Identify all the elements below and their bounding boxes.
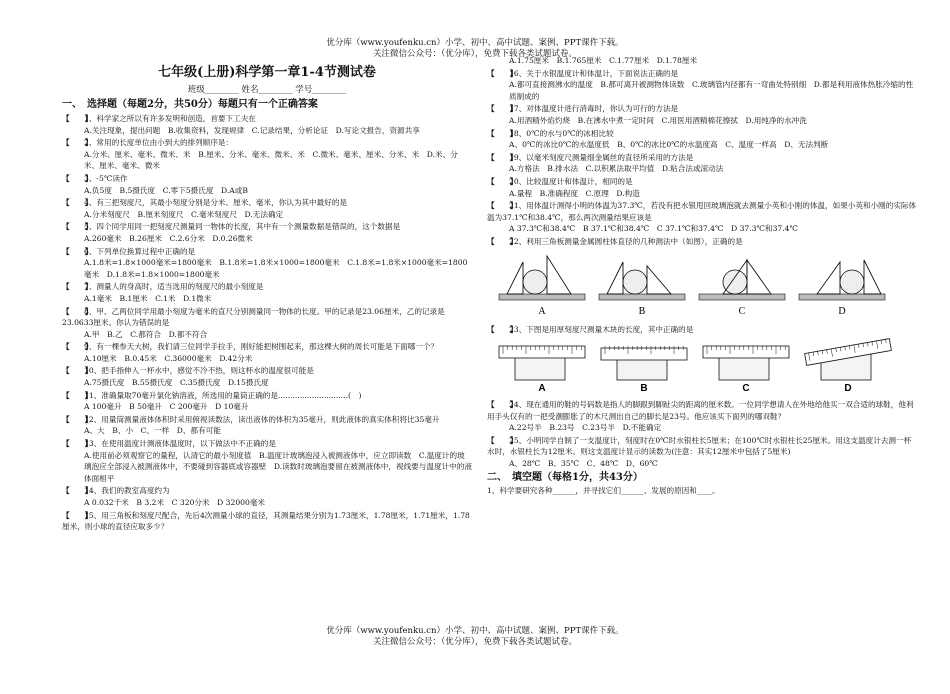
answer-bracket: 【 】	[62, 282, 93, 292]
question-text: 23、下图是用厚刻度尺测量木块的长度，其中正确的是	[509, 324, 694, 334]
question-item	[487, 68, 917, 103]
question-stem	[62, 485, 472, 497]
answer-bracket: 【 】	[62, 138, 93, 148]
question-options: A.使用前必须观察它的量程，认清它的最小刻度值 B.温度计玻璃泡浸入被测液体中，应立即读数 C.温度计的玻璃泡应全部浸入被测液体中，不要碰到容器底或容器壁 D.读数时玻璃泡要留在被测液体中，视线要与温度计中的液体面相平	[84, 450, 472, 483]
question-text: 11、准确量取70毫升氯化钠溶液，所选用的量筒正确的是.............................( )	[84, 390, 362, 400]
question-stem	[487, 103, 917, 115]
question-item	[487, 236, 917, 248]
answer-bracket: 【 】	[487, 400, 518, 410]
question-item	[62, 341, 472, 364]
question-stem	[487, 236, 917, 248]
ruler-label: D	[844, 383, 852, 395]
answer-bracket: 【 】	[487, 435, 518, 445]
section-choice-title: 一、 选择题（每题2分，共50分）每题只有一个正确答案	[62, 99, 318, 110]
header-line-1: 优分库（www.youfenku.cn）小学、初中、高中试题、案例、PPT课件下载。	[326, 38, 624, 48]
triangle-diagram-a	[497, 252, 587, 320]
answer-bracket: 【 】	[62, 306, 93, 316]
question-stem	[62, 173, 472, 185]
question-item	[62, 281, 472, 304]
question-options: A、0℃的冰比0℃的水温度低 B、0℃的冰比0℃的水温度高 C、温度一样高 D、无法判断	[509, 140, 829, 150]
question-text: 12、用量筒测量液体体积时采用俯视读数法，读出液体的体积为35毫升，则此液体的真实体积将比35毫升	[84, 414, 440, 424]
question-item	[62, 246, 472, 281]
footer-line-2: 关注微信公众号：（优分库），免费下载各类试题试卷。	[372, 637, 577, 647]
question-options: A 0.032千米 B 3.2米 C 320分米 D 32000毫米	[84, 498, 266, 507]
question-text: 2、常用的长度单位由小到大的排列顺序是：	[84, 138, 234, 148]
question-stem	[62, 137, 472, 149]
answer-bracket: 【 】	[62, 366, 93, 376]
right-question-list	[487, 55, 917, 496]
question-stem	[487, 435, 917, 458]
question-options: A.22号半 B.23号 C.23号半 D.不能确定	[509, 423, 662, 433]
answer-bracket: 【 】	[62, 198, 93, 208]
question-stem	[487, 176, 917, 188]
question-stem	[487, 200, 917, 223]
answer-bracket: 【 】	[62, 222, 93, 232]
question-item	[62, 414, 472, 437]
question-item	[62, 173, 472, 196]
answer-bracket: 【 】	[62, 439, 93, 449]
question-stem	[62, 246, 472, 258]
ruler-label: C	[742, 383, 750, 395]
question-options: A.260毫米 B.26厘米 C.2.6分米 D.0.26微米	[84, 233, 253, 243]
left-question-list	[62, 113, 472, 533]
question-stem	[62, 390, 472, 402]
question-stem	[62, 306, 472, 329]
answer-bracket: 【 】	[487, 68, 518, 78]
question-text: 17、对体温度计进行消毒时，你认为可行的方法是	[509, 104, 679, 114]
question-text: 6、下列单位换算过程中正确的是	[84, 246, 196, 256]
question-stem	[62, 365, 472, 377]
answer-bracket: 【 】	[62, 114, 93, 123]
question-text: 22、利用三角板测量金属圆柱体直径的几种测法中（如图），正确的是	[509, 236, 743, 246]
question-options: A、28℃ B、35℃ C、48℃ D、60℃	[509, 459, 658, 469]
page-footer	[0, 626, 950, 648]
answer-bracket: 【 】	[62, 246, 93, 256]
ruler-label: B	[640, 383, 648, 395]
answer-bracket: 【 】	[62, 342, 93, 352]
question-options: A.关注现象，提出问题 B.收集资料，发现规律 C.记录结果，分析论证 D.写论文报告，资源共享	[84, 125, 420, 135]
question-options: A.分米、厘米、毫米、微米、米 B.厘米、分米、毫米、微米、米 C.微米、毫米、厘米、分米、米 D.米、分米、厘米、毫米、微米	[84, 149, 458, 171]
triangle-diagram-b	[597, 252, 687, 320]
question-stem	[487, 324, 917, 336]
answer-bracket: 【 】	[62, 414, 93, 424]
question-item	[487, 103, 917, 126]
question-options: A.1毫米 B.1厘米 C.1米 D.1微米	[84, 293, 212, 303]
answer-bracket: 【 】	[62, 173, 93, 183]
header-line-2: 关注微信公众号：（优分库），免费下载各类试题试卷。	[372, 49, 577, 59]
ruler-label: A	[538, 383, 546, 395]
question-text: 13、在使用温度计测液体温度时，以下做法中不正确的是	[84, 439, 276, 449]
question-stem	[487, 152, 917, 164]
question-options: A.1.8米=1.8×1000毫米=1800毫米 B.1.8米=1.8米×1000=1800毫米 C.1.8米=1.8米×1000毫米=1800毫米 D.1.8米=1.8×1000=1800毫米	[84, 258, 468, 279]
ruler-diagram-b	[597, 338, 692, 394]
question-text: 21、用体温计测得小明的体温为37.3℃，若没有把水银甩回玻璃泡就去测量小英和小刚的体温，如果小英和小刚的实际体温为37.1℃和38.4℃，那么两次测量结果应该是	[487, 201, 917, 222]
question-options: A 37.3℃和38.4℃ B 37.1℃和38.4℃ C 37.1℃和37.4℃ D 37.3℃和37.4℃	[509, 224, 798, 234]
answer-bracket: 【 】	[62, 510, 93, 520]
question-item	[62, 306, 472, 341]
question-options: A 100毫升 B 50毫升 C 200毫升 D 10毫升	[84, 402, 249, 412]
answer-bracket: 【 】	[487, 201, 518, 211]
question-options: A.甲 B.乙 C.都符合 D.都不符合	[84, 329, 208, 339]
question-text: 3、-5℃读作	[84, 173, 128, 183]
question-text: 7、测量人的身高时，适当选用的刻度尺的最小刻度是	[84, 282, 264, 292]
triangle-diagrams	[487, 252, 917, 322]
question-options: A.方格法 B.排水法 C.以积累法取平均值 D.粘合法或滚动法	[509, 164, 724, 174]
question-options: A.量程 B.准确程度 C.原理 D.构造	[509, 188, 640, 198]
question-item	[487, 435, 917, 470]
question-options: A.都可直接测沸水的温度 B.都可离开被测物体读数 C.玻璃管内径都有一弯曲处特别细 D.都是利用液体热胀冷缩的性质制成的	[509, 80, 914, 101]
question-text: 1、科学家之所以有许多发明和创造，首要下工夫在	[84, 114, 256, 123]
question-item	[487, 176, 917, 199]
answer-bracket: 【 】	[487, 176, 518, 186]
question-options: A.10厘米 B.0.45米 C.36000毫米 D.42分米	[84, 353, 253, 363]
left-column	[62, 54, 472, 533]
answer-bracket: 【 】	[487, 152, 518, 162]
diagram-label: B	[638, 305, 646, 317]
question-text: 25、小明同学自制了一支温度计，刻度时在0℃时水银柱长5厘米；在100℃时水银柱长25厘米。用这支温度计去测一杯水时，水银柱长为12厘米。则这支温度计显示的读数为(注意：其实12厘米中包括了5厘米)	[487, 435, 912, 457]
question-text: 18、0℃的水与0℃的冰相比较	[509, 128, 614, 138]
question-stem	[487, 399, 917, 422]
question-options: A.1.75厘米 B.1.765厘米 C.1.77厘米 D.1.78厘米	[509, 56, 698, 65]
question-text: 8、甲、乙两位同学用最小刻度为毫米的直尺分别测量同一物体的长度。甲的记录是23.06厘米，乙的记录是23.0633厘米。你认为错误的是	[62, 306, 445, 328]
question-options: A、大 B、小 C、一样 D、都有可能	[84, 426, 221, 436]
question-stem	[62, 221, 472, 233]
question-stem	[62, 414, 472, 426]
question-item	[62, 197, 472, 220]
answer-bracket: 【 】	[487, 324, 518, 334]
question-item	[62, 221, 472, 244]
question-text: 16、关于水银温度计和体温计，下面说法正确的是	[509, 68, 679, 78]
question-stem	[62, 510, 472, 533]
triangle-diagram-d	[797, 252, 887, 320]
question-stem	[62, 281, 472, 293]
question-options: A.负5度 B.5摄氏度 C.零下5摄氏度 D.A或B	[84, 185, 248, 195]
question-text: 4、有三把刻度尺，其最小刻度分别是分米、厘米、毫米，你认为其中最好的是	[84, 198, 348, 208]
exam-title: 七年级(上册)科学第一章1-4节测试卷	[158, 65, 376, 80]
question-item	[62, 113, 472, 136]
answer-bracket: 【 】	[62, 390, 93, 400]
question-item	[487, 128, 917, 151]
question-stem	[62, 438, 472, 450]
question-stem	[62, 197, 472, 209]
question-stem	[62, 113, 472, 125]
answer-bracket: 【 】	[62, 486, 93, 496]
question-item	[487, 55, 917, 67]
question-stem	[487, 128, 917, 140]
question-item	[487, 399, 917, 434]
diagram-label: C	[738, 305, 746, 317]
ruler-diagram-a	[495, 338, 590, 394]
question-options: A.75摄氏度 B.55摄氏度 C.35摄氏度 D.15摄氏度	[84, 378, 269, 388]
student-info: 班级________ 姓名________ 学号________	[187, 85, 347, 95]
footer-line-1: 优分库（www.youfenku.cn）小学、初中、高中试题、案例、PPT课件下载。	[326, 626, 624, 636]
question-item	[62, 390, 472, 413]
question-item	[62, 365, 472, 388]
triangle-diagram-c	[697, 252, 787, 320]
question-text: 14、我们的教室高度约为	[84, 486, 170, 496]
ruler-diagram-d	[801, 338, 896, 394]
question-text: 10、把手指伸入一杯水中，感觉不冷不热，则这杯水的温度很可能是	[84, 366, 314, 376]
section-fill-title: 二、 填空题（每格1分，共43分）	[487, 471, 643, 483]
question-options: A.用酒精外焰灼烧 B.在沸水中煮一定时间 C.用医用酒精棉花擦拭 D.用纯净的水冲洗	[509, 115, 807, 125]
answer-bracket: 【 】	[487, 104, 518, 114]
diagram-label: D	[838, 305, 846, 317]
question-stem	[487, 68, 917, 80]
question-item	[62, 137, 472, 172]
diagram-label: A	[538, 305, 546, 317]
question-item	[62, 485, 472, 508]
ruler-diagrams	[487, 338, 917, 396]
question-item	[487, 324, 917, 336]
question-item	[62, 510, 472, 533]
ruler-diagram-c	[699, 338, 794, 394]
question-text: 19、以毫米刻度尺测量细金属丝的直径所采用的方法是	[509, 152, 694, 162]
question-stem	[62, 341, 472, 353]
question-item	[487, 200, 917, 235]
question-text: 24、现在通用的鞋的号码数是指人的脚跟到脚趾尖的距离的厘米数。一位同学想请人在外地给他买一双合适的球鞋，他利用手头仅有的一把受潮膨胀了的木尺测出自己的脚长是23号。他应该买下面列的哪双鞋？	[487, 400, 914, 421]
question-item	[62, 438, 472, 484]
fill-question-1: 1、科学要研究各种______，并寻找它们______、发展的原因和____。	[487, 485, 720, 495]
question-text: 15、用三角板和刻度尺配合，先后4次测量小球的直径，其测量结果分别为1.73厘米，1.78厘米，1.71厘米，1.78厘米，则小球的直径应取多少？	[62, 510, 470, 532]
question-text: 20、比较温度计和体温计，相同的是	[509, 176, 633, 186]
question-item	[487, 152, 917, 175]
answer-bracket: 【 】	[487, 236, 518, 246]
right-column	[487, 54, 917, 496]
question-text: 9、有一棵参天大树，我们请三位同学手拉手，刚好能把树围起来，那这棵大树的周长可能是下面哪一个？	[84, 342, 439, 352]
question-text: 5、四个同学用同一把刻度尺测量同一物体的长度，其中有一个测量数据是错误的，这个数据是	[84, 222, 401, 232]
question-options: A.分米刻度尺 B.厘米刻度尺 C.毫米刻度尺 D.无法确定	[84, 209, 284, 219]
answer-bracket: 【 】	[487, 128, 518, 138]
